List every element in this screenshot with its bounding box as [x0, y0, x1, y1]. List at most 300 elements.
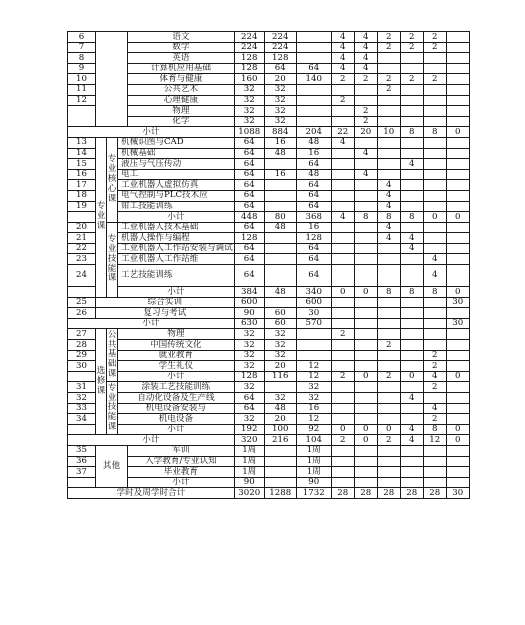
- subtotal-row: [68, 318, 470, 329]
- course-name: 机械基础: [118, 148, 235, 159]
- semester-2: [354, 137, 377, 148]
- practice-hours: 204: [296, 127, 331, 138]
- theory-hours: [264, 467, 296, 478]
- subtotal-label: 小计: [118, 371, 235, 382]
- row-number: 15: [68, 159, 96, 170]
- semester-5: [423, 116, 446, 127]
- row-number: [68, 371, 96, 382]
- theory-hours: 32: [264, 84, 296, 95]
- semester-1: [331, 148, 354, 159]
- row-number: 26: [68, 308, 96, 319]
- course-name: 数学: [128, 42, 235, 53]
- semester-3: 4: [377, 233, 400, 244]
- semester-6: [446, 361, 469, 372]
- total-hours: 32: [234, 106, 264, 117]
- semester-3: 4: [377, 201, 400, 212]
- practice-hours: 1周: [296, 445, 331, 456]
- semester-4: [400, 180, 423, 191]
- semester-6: [446, 467, 469, 478]
- semester-3: 2: [377, 74, 400, 85]
- practice-hours: 64: [296, 63, 331, 74]
- semester-4: [400, 116, 423, 127]
- theory-hours: 32: [264, 393, 296, 404]
- course-name: 体育与健康: [128, 74, 235, 85]
- theory-hours: [264, 233, 296, 244]
- semester-5: 2: [423, 350, 446, 361]
- major-courses-group: 专业课: [96, 137, 107, 297]
- semester-6: 0: [446, 127, 469, 138]
- row-number: [68, 477, 96, 488]
- row-number: 8: [68, 53, 96, 64]
- semester-1: 22: [331, 127, 354, 138]
- theory-hours: [264, 254, 296, 265]
- course-name: 毕业教育: [128, 467, 235, 478]
- total-hours: 1周: [234, 445, 264, 456]
- semester-6: 0: [446, 287, 469, 298]
- table-row: [68, 74, 470, 85]
- theory-hours: 224: [264, 32, 296, 43]
- practice-hours: 340: [296, 287, 331, 298]
- total-hours: 64: [234, 201, 264, 212]
- practice-hours: 64: [296, 254, 331, 265]
- table-row: [68, 393, 470, 404]
- course-name: 英语: [128, 53, 235, 64]
- theory-hours: 20: [264, 74, 296, 85]
- semester-3: [377, 382, 400, 393]
- theory-hours: 64: [264, 63, 296, 74]
- semester-2: [354, 243, 377, 254]
- practice-hours: 368: [296, 212, 331, 223]
- theory-hours: 48: [264, 287, 296, 298]
- semester-4: 2: [400, 74, 423, 85]
- semester-6: [446, 340, 469, 351]
- semester-3: 2: [377, 84, 400, 95]
- subtotal-label: 小计: [68, 318, 235, 329]
- row-number: 36: [68, 456, 96, 467]
- course-name: 公共艺术: [128, 84, 235, 95]
- semester-4: 28: [400, 488, 423, 499]
- total-hours: 32: [234, 116, 264, 127]
- table-row: [68, 329, 470, 340]
- row-number: 18: [68, 190, 96, 201]
- semester-6: 30: [446, 488, 469, 499]
- semester-5: 4: [423, 403, 446, 414]
- table-row: [68, 403, 470, 414]
- total-hours: 64: [234, 137, 264, 148]
- course-name: 语文: [128, 32, 235, 43]
- total-hours: 192: [234, 424, 264, 435]
- semester-5: [423, 148, 446, 159]
- elective-group: 选修课: [96, 329, 107, 435]
- semester-2: [354, 361, 377, 372]
- course-name: 化学: [128, 116, 235, 127]
- other-group: 其他: [96, 445, 128, 487]
- subtotal-row: [68, 477, 470, 488]
- subtotal-row: [68, 424, 470, 435]
- semester-3: 28: [377, 488, 400, 499]
- semester-6: [446, 393, 469, 404]
- theory-hours: 1288: [264, 488, 296, 499]
- semester-6: [446, 169, 469, 180]
- row-number: [68, 212, 96, 223]
- semester-2: [354, 467, 377, 478]
- semester-5: [423, 467, 446, 478]
- core-courses-group: 专业核心课: [107, 137, 118, 222]
- total-hours: 32: [234, 84, 264, 95]
- total-hours: 630: [234, 318, 264, 329]
- course-name: 就业教育: [118, 350, 235, 361]
- semester-1: [331, 169, 354, 180]
- row-number: 17: [68, 180, 96, 191]
- total-hours: 128: [234, 53, 264, 64]
- semester-3: 4: [377, 222, 400, 233]
- semester-2: [354, 329, 377, 340]
- semester-6: 0: [446, 371, 469, 382]
- table-row: [68, 137, 470, 148]
- semester-3: [377, 106, 400, 117]
- total-hours: 128: [234, 63, 264, 74]
- subtotal-label: 小计: [118, 424, 235, 435]
- total-hours: 224: [234, 32, 264, 43]
- semester-5: 0: [423, 212, 446, 223]
- semester-3: [377, 243, 400, 254]
- table-row: [68, 340, 470, 351]
- semester-2: [354, 393, 377, 404]
- semester-6: [446, 382, 469, 393]
- theory-hours: 128: [264, 53, 296, 64]
- semester-1: 2: [331, 435, 354, 446]
- course-name: 工艺技能训练: [118, 265, 235, 287]
- semester-4: [400, 308, 423, 319]
- semester-4: [400, 445, 423, 456]
- semester-5: [423, 106, 446, 117]
- total-hours: 320: [234, 435, 264, 446]
- subtotal-row: [68, 287, 470, 298]
- course-name: 自动化设备及生产线: [118, 393, 235, 404]
- subtotal-label: 学时及周学时合计: [68, 488, 235, 499]
- table-row: [68, 106, 470, 117]
- table-row: [68, 116, 470, 127]
- semester-2: 0: [354, 287, 377, 298]
- row-number: 35: [68, 445, 96, 456]
- semester-5: [423, 63, 446, 74]
- semester-1: [331, 265, 354, 287]
- semester-4: [400, 467, 423, 478]
- table-row: [68, 308, 470, 319]
- semester-4: [400, 361, 423, 372]
- subtotal-label: 小计: [68, 435, 235, 446]
- semester-6: [446, 137, 469, 148]
- semester-3: [377, 169, 400, 180]
- practice-hours: 48: [296, 169, 331, 180]
- theory-hours: 32: [264, 95, 296, 106]
- semester-2: [354, 297, 377, 308]
- semester-5: 2: [423, 414, 446, 425]
- course-name: 机电设备: [118, 414, 235, 425]
- semester-6: 0: [446, 212, 469, 223]
- practice-hours: 64: [296, 243, 331, 254]
- semester-3: [377, 467, 400, 478]
- semester-1: 4: [331, 137, 354, 148]
- semester-3: [377, 63, 400, 74]
- total-hours: 160: [234, 74, 264, 85]
- semester-6: [446, 42, 469, 53]
- semester-4: 4: [400, 159, 423, 170]
- subtotal-label: 小计: [118, 212, 235, 223]
- semester-1: [331, 190, 354, 201]
- semester-2: [354, 95, 377, 106]
- course-name: 工业机器人工作站安装与调试: [118, 243, 235, 254]
- table-row: [68, 297, 470, 308]
- total-hours: 32: [234, 329, 264, 340]
- practice-hours: [296, 329, 331, 340]
- theory-hours: 32: [264, 106, 296, 117]
- subtotal-label: 小计: [68, 127, 235, 138]
- semester-6: [446, 308, 469, 319]
- semester-6: [446, 265, 469, 287]
- semester-6: [446, 190, 469, 201]
- table-row: [68, 456, 470, 467]
- practice-hours: 92: [296, 424, 331, 435]
- semester-5: [423, 222, 446, 233]
- row-number: 10: [68, 74, 96, 85]
- table-row: [68, 159, 470, 170]
- course-name: 军训: [128, 445, 235, 456]
- semester-3: [377, 53, 400, 64]
- semester-4: [400, 340, 423, 351]
- semester-5: 8: [423, 127, 446, 138]
- table-row: [68, 233, 470, 244]
- semester-2: [354, 180, 377, 191]
- semester-2: [354, 340, 377, 351]
- semester-3: [377, 95, 400, 106]
- practice-hours: [296, 32, 331, 43]
- semester-5: [423, 159, 446, 170]
- semester-6: 30: [446, 318, 469, 329]
- semester-1: 4: [331, 42, 354, 53]
- semester-3: [377, 329, 400, 340]
- total-hours: 32: [234, 382, 264, 393]
- row-number: 20: [68, 222, 96, 233]
- theory-hours: [264, 445, 296, 456]
- practice-hours: 12: [296, 414, 331, 425]
- table-row: [68, 361, 470, 372]
- semester-1: [331, 403, 354, 414]
- semester-5: [423, 53, 446, 64]
- row-number: 27: [68, 329, 96, 340]
- semester-5: 2: [423, 74, 446, 85]
- semester-4: [400, 95, 423, 106]
- semester-2: 4: [354, 32, 377, 43]
- practice-hours: 16: [296, 148, 331, 159]
- theory-hours: [264, 477, 296, 488]
- semester-6: [446, 106, 469, 117]
- semester-4: [400, 403, 423, 414]
- practice-hours: 64: [296, 265, 331, 287]
- semester-6: 0: [446, 424, 469, 435]
- semester-4: [400, 297, 423, 308]
- theory-hours: 32: [264, 329, 296, 340]
- semester-3: [377, 308, 400, 319]
- total-hours: 64: [234, 222, 264, 233]
- course-name: 涂装工艺技能训练: [118, 382, 235, 393]
- semester-4: [400, 254, 423, 265]
- semester-3: [377, 137, 400, 148]
- semester-6: [446, 53, 469, 64]
- total-hours: 64: [234, 180, 264, 191]
- semester-5: [423, 393, 446, 404]
- subtotal-row: [68, 212, 470, 223]
- row-number: 28: [68, 340, 96, 351]
- subtotal-label: 小计: [128, 477, 235, 488]
- practice-hours: [296, 95, 331, 106]
- semester-1: 4: [331, 212, 354, 223]
- row-number: 16: [68, 169, 96, 180]
- semester-2: [354, 201, 377, 212]
- theory-hours: 48: [264, 222, 296, 233]
- practice-hours: [296, 84, 331, 95]
- semester-5: [423, 340, 446, 351]
- semester-1: [331, 445, 354, 456]
- semester-1: [331, 159, 354, 170]
- semester-4: [400, 201, 423, 212]
- practice-hours: [296, 340, 331, 351]
- semester-1: 2: [331, 329, 354, 340]
- total-hours: 32: [234, 340, 264, 351]
- total-hours: 64: [234, 403, 264, 414]
- semester-2: [354, 318, 377, 329]
- row-number: 21: [68, 233, 96, 244]
- semester-5: 12: [423, 435, 446, 446]
- semester-5: [423, 201, 446, 212]
- total-hours: 64: [234, 159, 264, 170]
- theory-hours: 224: [264, 42, 296, 53]
- semester-1: [331, 318, 354, 329]
- row-number: 25: [68, 297, 96, 308]
- theory-hours: 48: [264, 148, 296, 159]
- practice-hours: 64: [296, 180, 331, 191]
- semester-5: 2: [423, 32, 446, 43]
- table-row: [68, 148, 470, 159]
- semester-3: [377, 254, 400, 265]
- subtotal-row: [68, 435, 470, 446]
- subtotal-label: 小计: [118, 287, 235, 298]
- semester-6: [446, 74, 469, 85]
- public-basic-group: 公共基础课: [107, 329, 118, 382]
- semester-5: [423, 137, 446, 148]
- category-spacer: [96, 32, 128, 127]
- table-row: [68, 414, 470, 425]
- semester-5: [423, 329, 446, 340]
- semester-3: 2: [377, 340, 400, 351]
- semester-1: 2: [331, 371, 354, 382]
- practice-hours: 1732: [296, 488, 331, 499]
- semester-1: [331, 201, 354, 212]
- theory-hours: [264, 190, 296, 201]
- semester-4: 8: [400, 127, 423, 138]
- theory-hours: [264, 201, 296, 212]
- semester-2: [354, 350, 377, 361]
- semester-4: 8: [400, 287, 423, 298]
- elective-skill-group: 专业技能课: [107, 382, 118, 435]
- course-name: 学生礼仪: [118, 361, 235, 372]
- semester-4: [400, 106, 423, 117]
- semester-6: [446, 63, 469, 74]
- total-hours: 64: [234, 169, 264, 180]
- semester-3: [377, 414, 400, 425]
- semester-6: [446, 477, 469, 488]
- table-row: [68, 169, 470, 180]
- course-name: 钳工技能训练: [118, 201, 235, 212]
- practice-hours: 32: [296, 393, 331, 404]
- total-hours: 1周: [234, 456, 264, 467]
- table-row: [68, 350, 470, 361]
- semester-6: [446, 456, 469, 467]
- row-number: 31: [68, 382, 96, 393]
- course-name: 机器人操作与编程: [118, 233, 235, 244]
- practice-hours: 30: [296, 308, 331, 319]
- subtotal-row: [68, 371, 470, 382]
- total-hours: 384: [234, 287, 264, 298]
- semester-6: [446, 233, 469, 244]
- row-number: 9: [68, 63, 96, 74]
- theory-hours: [264, 456, 296, 467]
- semester-4: 4: [400, 243, 423, 254]
- theory-hours: 20: [264, 361, 296, 372]
- course-name: 中国传统文化: [118, 340, 235, 351]
- semester-4: [400, 382, 423, 393]
- semester-5: [423, 318, 446, 329]
- semester-6: [446, 254, 469, 265]
- semester-2: 4: [354, 42, 377, 53]
- semester-2: 8: [354, 212, 377, 223]
- semester-3: 4: [377, 190, 400, 201]
- semester-6: [446, 201, 469, 212]
- semester-6: 0: [446, 435, 469, 446]
- semester-1: [331, 243, 354, 254]
- semester-3: [377, 456, 400, 467]
- semester-1: [331, 414, 354, 425]
- total-hours: 64: [234, 393, 264, 404]
- theory-hours: 100: [264, 424, 296, 435]
- semester-1: [331, 180, 354, 191]
- practice-hours: 64: [296, 190, 331, 201]
- practice-hours: 32: [296, 382, 331, 393]
- semester-2: [354, 414, 377, 425]
- total-hours: 224: [234, 42, 264, 53]
- practice-hours: 1周: [296, 467, 331, 478]
- theory-hours: 884: [264, 127, 296, 138]
- theory-hours: [264, 180, 296, 191]
- theory-hours: [264, 382, 296, 393]
- subtotal-row: [68, 488, 470, 499]
- row-number: [68, 287, 96, 298]
- semester-6: [446, 414, 469, 425]
- practice-hours: [296, 350, 331, 361]
- practice-hours: 16: [296, 403, 331, 414]
- table-row: [68, 254, 470, 265]
- practice-hours: [296, 106, 331, 117]
- practice-hours: 64: [296, 159, 331, 170]
- theory-hours: [264, 159, 296, 170]
- theory-hours: 60: [264, 318, 296, 329]
- row-number: 23: [68, 254, 96, 265]
- semester-5: [423, 477, 446, 488]
- total-hours: 32: [234, 414, 264, 425]
- total-hours: 32: [234, 95, 264, 106]
- semester-1: [331, 254, 354, 265]
- semester-5: [423, 445, 446, 456]
